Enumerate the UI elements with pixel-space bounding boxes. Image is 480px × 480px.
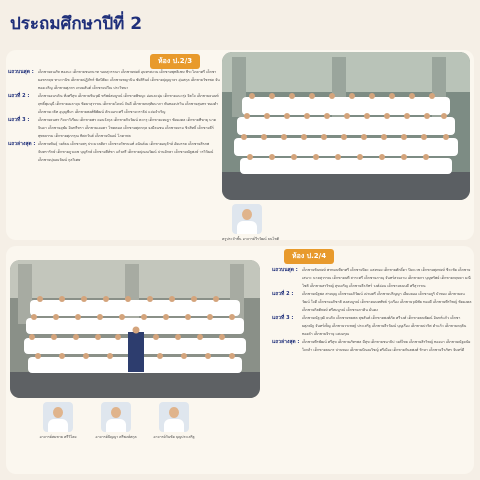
teacher-caption: อาจารย์ปัญญา ศรีพงษ์สกุล	[95, 435, 137, 439]
class-a-group-photo	[222, 52, 470, 200]
page-title: ประถมศึกษาปีที่ 2	[10, 14, 143, 34]
class-a-roster	[8, 68, 220, 164]
teacher-portrait	[232, 204, 262, 234]
roster-row	[272, 338, 472, 354]
class-b-group-photo	[10, 260, 260, 398]
roster-row-label: แถวบนสุด :	[8, 69, 34, 75]
roster-row-label: แถวที่ 3 :	[272, 315, 294, 321]
roster-row-names: เด็กชายธนภัท ทองนะ เด็กชายชนกนาท รอดสุวรรณา เด็กชายพงศ์ อุนทรสงวน เด็กชายพุทธิเชษ ชีระโภคาศรี เด็กชายอชรกฤษ ทางวานิช เด็กชายปฏิภัทร์ ฟัลปิติยะ เด็กชายชญานิน ชัยสิรินธ์ เด็กชายปุญญาธร อุ่นสกุล เด็กชายวัชรพล จันทองเจริญ เด็กชายศุภกร เกษมสันต์ เด็กชายปวีณ ประวิทนา	[38, 70, 220, 90]
class-b-roster	[272, 266, 472, 354]
class-b-teacher	[86, 402, 146, 440]
teacher-caption: อาจารย์สมชาย ศรีวิไลย	[39, 435, 77, 439]
roster-row	[8, 140, 220, 164]
roster-row	[8, 68, 220, 92]
teacher-portrait	[101, 402, 131, 432]
class-b-teacher	[144, 402, 204, 440]
teacher-caption: ครูประจำชั้น อาจารย์วีรวัฒน์ ธนโชติ	[222, 237, 280, 241]
roster-row-label: แถวที่ 2 :	[8, 93, 30, 99]
roster-row-label: แถวบนสุด :	[272, 267, 298, 273]
class-a-tag: ห้อง ป.2/3	[150, 54, 200, 69]
roster-row-names: เด็กชายชินพงษ์ พรหมนทียาศรี เด็กชายปิยะ แสงทอง เด็กชายศักดิ์ดา ปิยะเวช เด็กชายศุภพงษ์ ชีวะชัย เด็กชายเสนาะ นาคสุวรรณ เด็กชายนที สาระศรี เด็กชายภาณุ จันทร์สวยงาม เด็กชายกร บุญทรัพย์ เด็กชายกฤษดา มณีโชติ เด็กชายสรวิชญ์ สุขเจริญ เด็กชายธีรภัทร์ วงศ์อ่อน เด็กชายธนบดี ศรีสุวรรณ	[302, 268, 471, 288]
roster-row-names: เด็กชายพีรพัฒน์ ศรีสุข เด็กชายภัทรพล มีสุข เด็กชายชนาธิป วงศ์ไทย เด็กชายสิรวิชญ์ ทองมา เด็กชายณัฐดนัย ใจกล้า เด็กชายธนกร ปานทอง เด็กชายปัณณวิชญ์ ศรีเมือง เด็กชายกันตพงศ์ รักษา เด็กชายวีรภัทร จันทร์ดี	[302, 340, 471, 352]
roster-row-names: เด็กชายณัฐพล สายบุญ เด็กชายอภิวัฒน์ เปรมศรี เด็กชายปริญญา เอี่ยมลออ เด็กชายภูริ บัวทอง เด็กชายธนวัฒน์ ใจดี เด็กชายอภิชาติ คงสมบูรณ์ เด็กชายนนทพัทธ์ รุ่งเรือง เด็กชายวุฒิชัย ทองดี เด็กชายพีรวิชญ์ ชัยมงคล เด็กชายกิตติพงษ์ ศรีสมบูรณ์ เด็กชายภาคิน มั่นคง	[302, 292, 472, 312]
teacher-portrait	[159, 402, 189, 432]
roster-row-names: เด็กชายอนรภัณ ทั่งศรีสุข เด็กชายชินวุฒิ ทรัพย์สมบูรณ์ เด็กชายพิชญะ อ่อนละมุ่ม เด็กชายแนวรุ่ง จิตใจ เด็กชายธนนท์ ฤทธิ์พุมนุนี่ เด็กชายเมลาจุบ ชิดยาสุวรรณ เด็กชายโลจน์ จันดี เด็กชายหฤทัยนาภา พันทองปรวิน เด็กชายสุนทร ทองคำ เด็กชายเวธิท อุบุญชีมา เด็กชายพงศ์พิพัฒน์ ลักเบอระศรี เด็กชายวราธิป แจ่มจำเริญ	[38, 94, 219, 114]
teacher-caption: อาจารย์วันชัย บุญประเสริฐ	[153, 435, 195, 439]
roster-row-label: แถวที่ 2 :	[272, 291, 294, 297]
roster-row	[8, 116, 220, 140]
class-b-teacher	[28, 402, 88, 440]
roster-row-label: แถวที่ 3 :	[8, 117, 30, 123]
roster-row	[272, 266, 472, 290]
roster-row-names: เด็กชายธนพร กิจจาวิเรียม เด็กชายพร ดอนวังกุล เด็กชายกิจวัฒน์ ตะกรุ เด็กชายเจษฎา ชัยมงคล เด็กชายทีฆายุ นาคจินดา เด็กชายอุฬม อินทรีหรา เด็กชายเอมตา โชคคมล เด็กชายศุภกฤษ จงมีธนชน เด็กชายยาม ชิวสิทธิ์ เด็กชายธีร์ พุทธธรรม เด็กชายศุภกรุณ ทิศภวันต์ เด็กชายปัณณ์ โภคาพล	[38, 118, 217, 138]
roster-row-names: เด็กชายณัฐวุฒิ ธนกิจ เด็กชายชยพล สุขสันต์ เด็กชายพงศ์ภัค ศรีวงศ์ เด็กชายธนพัฒน์ อินทร์แก้ว เด็กชายศุภณัฐ จันทร์เพ็ญ เด็กชายวรเชษฐ์ ประเสริฐ เด็กชายธีรวัฒน์ บุญเรือง เด็กชายปวริศ คำแก้ว เด็กชายกฤติน ทองคำ เด็กชายจิรายุ แสงอรุณ	[302, 316, 467, 336]
class-b-tag: ห้อง ป.2/4	[284, 249, 334, 264]
roster-row	[272, 314, 472, 338]
roster-row	[272, 290, 472, 314]
roster-row-label: แถวล่างสุด :	[8, 141, 36, 147]
roster-row	[8, 92, 220, 116]
roster-row-names: เด็กชายพันธุ์ วงศ์ธน เด็กชายสรุ ประมวลศิลา เด็กชายวัชรนนท์ อนันต์เม เด็กชายอนุรักษ์ อัยมรรค เด็กชายสิรภพ จันทรารักษ์ เด็กชายภูวเดช บุญรักษ์ เด็กชายสีห์ชา แก้วศรี เด็กชายปุณณวัฒน์ ปานยักษา เด็กชายณัฐพงษ์ วรวิวัฒน์ เด็กชายปุณณวัฒน์ กุลวิเศษ	[38, 142, 214, 162]
class-a-teacher	[222, 204, 280, 242]
roster-row-label: แถวล่างสุด :	[272, 339, 300, 345]
teacher-portrait	[43, 402, 73, 432]
